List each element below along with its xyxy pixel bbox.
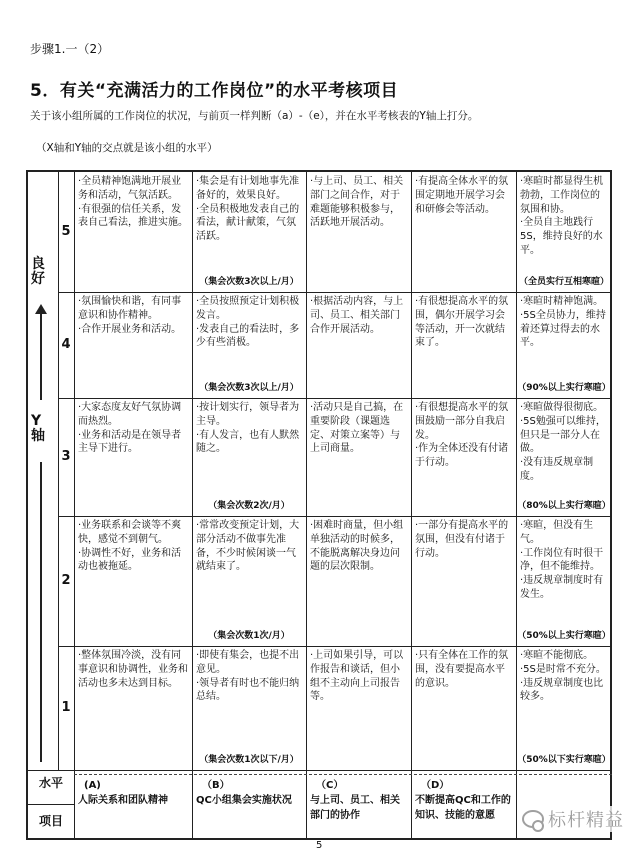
cell-text: ·有人发言，也有人默然随之。 (196, 429, 300, 455)
cell-text: ·有很想提高水平的氛围鼓励一部分自我启发。 (415, 402, 509, 441)
table-cell (74, 516, 192, 646)
table-cell (192, 398, 306, 516)
cell-text: ·5S是时常不充分。 (520, 663, 606, 675)
table-cell (516, 516, 612, 646)
good-label: 良 好 (31, 256, 45, 288)
table-cell (306, 292, 411, 398)
wechat-icon (522, 810, 544, 828)
table-cell (306, 172, 411, 292)
cell-text: ·只有全体在工作的氛围，没有要提高水平的意识。 (415, 650, 509, 689)
cell-text: ·氛围愉快和谐，有同事意识和协作精神。 (78, 296, 182, 321)
footer-label-divider (28, 804, 74, 805)
table-cell (192, 516, 306, 646)
cell-text: ·集会是有计划地事先准备好的，效果良好。 (196, 176, 300, 201)
axis-line (40, 462, 42, 762)
table-cell (74, 646, 192, 770)
cell-text: ·根据活动内容，与上司、员工、相关部门合作开展活动。 (310, 296, 404, 335)
footer-divider (28, 770, 610, 771)
cell-text: ·违反规章制度也比较多。 (520, 677, 604, 703)
table-cell (411, 516, 516, 646)
table-cell (306, 398, 411, 516)
cell-text: ·没有违反规章制度。 (520, 457, 594, 482)
cell-text: ·寒暄时精神饱满。 (520, 296, 604, 307)
cell-text: ·5S勉强可以维持，但只是一部分人在做。 (520, 415, 606, 455)
y-axis-label: Y 轴 (31, 413, 45, 445)
axis-divider (58, 172, 59, 770)
table-cell (516, 398, 612, 516)
cell-text: ·有提高全体水平的氛围定期地开展学习会和研修会等活动。 (415, 176, 509, 215)
cell-note: （90%以上实行寒暄） (517, 382, 611, 393)
cell-text: ·有很强的信任关系，发表自己看法，推进实施。 (78, 203, 188, 229)
intro-text: 关于该小组所属的工作岗位的状况，与前页一样判断（a）-（e），并在水平考核表的Y轴上打分。 (30, 110, 479, 122)
cell-text: ·全员自主地践行5S，维持良好的水平。 (520, 217, 603, 256)
footer-item-label: 项目 (38, 814, 63, 828)
cell-text: ·协调性不好，业务和活动也被拖延。 (78, 547, 182, 573)
cell-text: ·寒暄，但没有生气。 (520, 520, 594, 545)
cell-text: ·寒暄时都显得生机勃勃，工作岗位的氛围和协。 (520, 176, 604, 215)
table-cell (74, 172, 192, 292)
cell-text: ·整体氛围冷淡，没有同事意识和协调性，业务和活动也多未达到目标。 (78, 650, 188, 689)
axis-note: （X轴和Y轴的交点就是该小组的水平） (36, 142, 218, 154)
cell-note: （全员实行互相寒暄） (518, 276, 609, 287)
table-cell (74, 292, 192, 398)
cell-text: ·寒暄不能彻底。 (520, 650, 594, 661)
footer-item (74, 776, 192, 810)
cell-note: （集会次数1次以下/月） (199, 754, 299, 765)
table-cell (411, 646, 516, 770)
page-title: 5．有关“充满活力的工作岗位”的水平考核项目 (30, 81, 399, 101)
cell-text: ·业务和活动是在领导者主导下进行。 (78, 429, 182, 455)
level-number: 2 (61, 573, 71, 588)
cell-text: ·与上司、员工、相关部门之间合作，对于难题能够积极参与，活跃地开展活动。 (310, 176, 404, 229)
cell-text: ·活动只是自己搞，在重要阶段（课题选定、对策立案等）与上司商量。 (310, 402, 404, 455)
step-label: 步骤1.一（2） (30, 42, 110, 56)
footer-item-label-text: 人际关系和团队精神 (78, 795, 168, 806)
axis-arrow-shaft (40, 312, 42, 400)
cell-text: ·寒暄做得很彻底。 (520, 402, 604, 413)
cell-text: ·5S全员协力，维持着还算过得去的水平。 (520, 309, 606, 349)
footer-item-code: (A) (84, 780, 101, 791)
level-number: 5 (61, 224, 71, 239)
cell-note: （集会次数3次以上/月） (199, 276, 299, 287)
table-cell (411, 292, 516, 398)
table-cell (516, 646, 612, 770)
watermark (518, 806, 628, 832)
footer-item (192, 776, 306, 810)
cell-note: （集会次数2次/月） (208, 500, 290, 511)
watermark-text: 标杆精益 (548, 810, 624, 831)
level-number: 4 (61, 337, 71, 352)
cell-text: ·有很想提高水平的氛围，偶尔开展学习会等活动，开一次就结束了。 (415, 296, 509, 349)
cell-note: （50%以下实行寒暄） (517, 754, 611, 765)
table-cell (516, 292, 612, 398)
footer-level-label: 水平 (38, 776, 63, 790)
cell-text: ·违反规章制度时有发生。 (520, 575, 604, 600)
cell-text: ·按计划实行，领导者为主导。 (196, 402, 300, 427)
cell-text: ·全员积极地发表自己的看法，献计献策，气氛活跃。 (196, 203, 300, 243)
table-cell (192, 292, 306, 398)
cell-text: ·上司如果引导，可以作报告和谈话，但小组不主动向上司报告等。 (310, 650, 404, 703)
cell-text: ·大家态度友好气氛协调而热烈。 (78, 402, 182, 427)
cell-text: ·全员按照预定计划积极发言。 (196, 296, 300, 321)
cell-text: ·即使有集会，也提不出意见。 (196, 650, 300, 675)
footer-item-code: （C） (316, 780, 344, 791)
cell-text: ·作为全体还没有付诸于行动。 (415, 443, 509, 469)
evaluation-table (26, 170, 612, 840)
footer-item-label-text: QC小组集会实施状况 (196, 795, 292, 806)
cell-text: ·常常改变预定计划，大部分活动不做事先准备，不少时候闲谈一气就结束了。 (196, 520, 300, 573)
cell-text: ·业务联系和会谈等不爽快，感觉不到朝气。 (78, 520, 182, 545)
footer-item (516, 776, 612, 780)
footer-item-label-text: 不断提高QC和工作的知识、技能的意愿 (415, 795, 511, 821)
table-cell (516, 172, 612, 292)
cell-text: ·发表自己的看法时，多少有些消极。 (196, 323, 300, 349)
level-number: 3 (61, 449, 71, 464)
cell-text: ·合作开展业务和活动。 (78, 323, 182, 335)
cell-note: （集会次数1次/月） (208, 630, 290, 641)
cell-text: ·一部分有提高水平的氛围，但没有付诸于行动。 (415, 520, 509, 559)
footer-item-label-text: 与上司、员工、相关部门的协作 (310, 795, 400, 821)
page-number: 5 (316, 840, 323, 851)
level-number: 1 (61, 700, 71, 715)
table-cell (192, 172, 306, 292)
cell-note: （集会次数3次以上/月） (199, 382, 299, 393)
cell-text: ·全员精神饱满地开展业务和活动，气氛活跃。 (78, 176, 182, 201)
footer-dashed-line (74, 774, 612, 775)
cell-text: ·工作岗位有时很干净，但不能维持。 (520, 547, 604, 573)
cell-text: ·困难时商量，但小组单独活动的时候多，不能脱离解决身边问题的层次限制。 (310, 520, 404, 573)
cell-text: ·领导者有时也不能归纳总结。 (196, 677, 300, 703)
y-axis-column (28, 172, 58, 772)
footer-item (306, 776, 411, 825)
table-cell (411, 172, 516, 292)
table-cell (74, 398, 192, 516)
footer-item-code: （D） (421, 780, 450, 791)
table-cell (306, 646, 411, 770)
cell-note: （80%以上实行寒暄） (517, 500, 611, 511)
table-cell (306, 516, 411, 646)
footer-item-code: （B） (202, 780, 230, 791)
footer-item (411, 776, 516, 825)
table-cell (411, 398, 516, 516)
table-cell (192, 646, 306, 770)
cell-note: （50%以上实行寒暄） (517, 630, 611, 641)
